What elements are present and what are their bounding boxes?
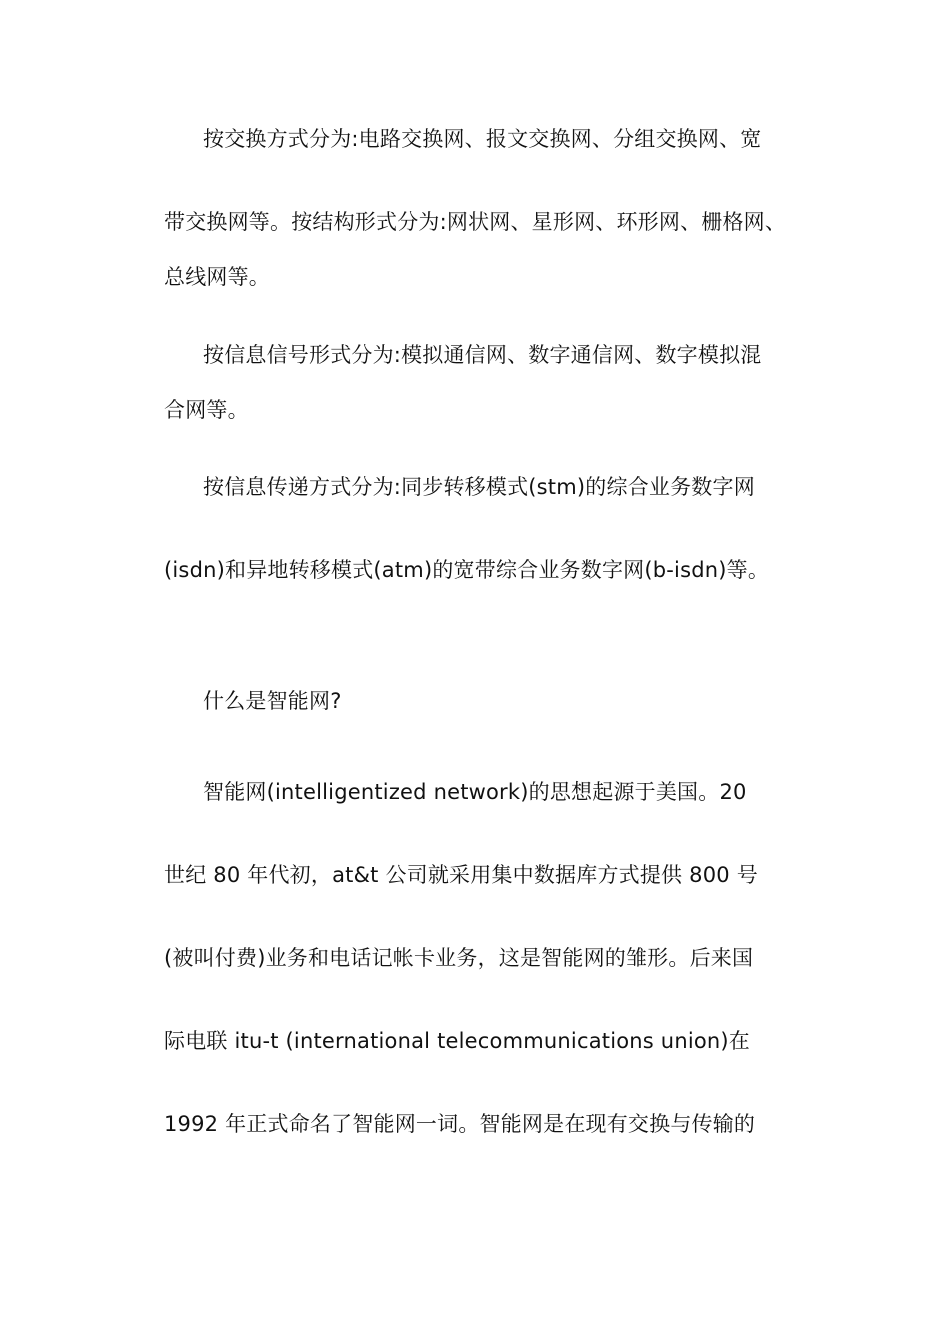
- text-line: 智能网(intelligentized network)的思想起源于美国。20: [203, 780, 747, 804]
- text-line: 总线网等。: [164, 265, 270, 289]
- text-line: 带交换网等。按结构形式分为:网状网、星形网、环形网、栅格网、: [164, 210, 787, 234]
- text-line: 按信息信号形式分为:模拟通信网、数字通信网、数字模拟混: [203, 343, 762, 367]
- text-line: (被叫付费)业务和电话记帐卡业务，这是智能网的雏形。后来国: [164, 946, 754, 970]
- section-heading: 什么是智能网?: [203, 689, 342, 713]
- text-line: 际电联 itu-t (international telecommunications union)在: [164, 1029, 751, 1053]
- text-line: 按交换方式分为:电路交换网、报文交换网、分组交换网、宽: [203, 127, 762, 151]
- text-line: 世纪 80 年代初，at&t 公司就采用集中数据库方式提供 800 号: [164, 863, 758, 887]
- text-line: 合网等。: [164, 398, 249, 422]
- text-line: 按信息传递方式分为:同步转移模式(stm)的综合业务数字网: [203, 475, 755, 499]
- text-line: (isdn)和异地转移模式(atm)的宽带综合业务数字网(b-isdn)等。: [164, 558, 770, 582]
- text-line: 1992 年正式命名了智能网一词。智能网是在现有交换与传输的: [164, 1112, 756, 1136]
